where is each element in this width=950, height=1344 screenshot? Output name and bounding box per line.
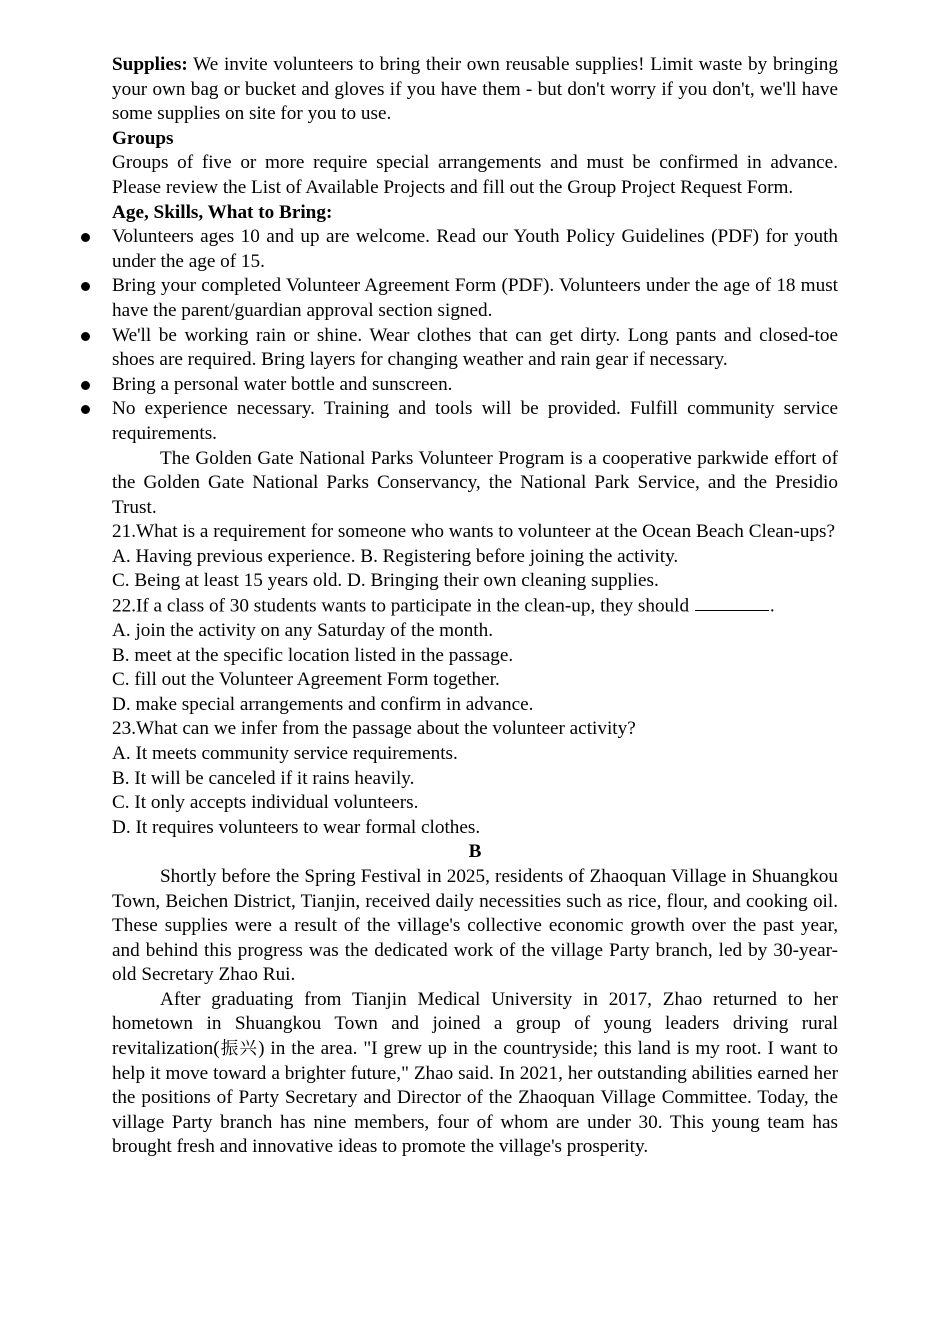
list-item-text: No experience necessary. Training and tools will be provided. Fulfill community service requirements.	[112, 398, 838, 444]
list-item	[112, 373, 838, 398]
question-22-option-c[interactable]: C. fill out the Volunteer Agreement Form together.	[112, 669, 500, 691]
question-23-option-d[interactable]: D. It requires volunteers to wear formal clothes.	[112, 816, 481, 838]
answer-blank[interactable]	[695, 594, 769, 611]
question-21-option-ab[interactable]: A. Having previous experience. B. Registering before joining the activity.	[112, 545, 679, 567]
list-item	[112, 225, 838, 274]
question-21-stem: 21.What is a requirement for someone who wants to volunteer at the Ocean Beach Clean-ups?	[112, 521, 836, 543]
supplies-label: Supplies:	[112, 54, 188, 75]
bullet-icon	[81, 381, 90, 390]
bullet-icon	[81, 332, 90, 341]
question-23-stem: 23.What can we infer from the passage about the volunteer activity?	[112, 718, 636, 740]
chinese-gloss: 振兴	[219, 1039, 259, 1060]
question-22-option-a[interactable]: A. join the activity on any Saturday of the month.	[112, 619, 494, 641]
closing-paragraph: The Golden Gate National Parks Volunteer Program is a cooperative parkwide effort of the Golden Gate National Parks Conservancy, the National Park Service, and the Presidio Trust.	[112, 447, 838, 518]
question-23-option-c[interactable]: C. It only accepts individual volunteers.	[112, 792, 419, 814]
bullet-icon	[81, 405, 90, 414]
age-skills-heading: Age, Skills, What to Bring:	[112, 201, 333, 223]
list-item-text: Bring a personal water bottle and sunscreen.	[112, 373, 453, 395]
section-b-paragraph-2-part1: After graduating from Tianjin Medical University in 2017, Zhao returned to her hometown in Shuangkou Town and joined a group of young leaders driving rural revitalization(	[112, 988, 838, 1060]
list-item	[112, 324, 838, 373]
section-b-paragraph-2-part2: ) in the area. "I grew up in the countryside; this land is my root. I want to help it move toward a brighter future," Zhao said. In 2021, her outstanding abilities earned her the positions of Party Secretary and Director of the Zhaoquan Village Committee. Today, the village Party branch has nine members, four of whom are under 30. This young team has brought fresh and innovative ideas to promote the village's prosperity.	[112, 1038, 838, 1158]
question-22-option-d[interactable]: D. make special arrangements and confirm in advance.	[112, 693, 534, 715]
groups-paragraph: Groups of five or more require special arrangements and must be confirmed in advance. Please review the List of Available Projects and fill out the Group Project Request Form.	[112, 152, 838, 198]
list-item-text: Volunteers ages 10 and up are welcome. Read our Youth Policy Guidelines (PDF) for youth under the age of 15.	[112, 226, 838, 272]
groups-heading: Groups	[112, 127, 174, 149]
supplies-paragraph	[112, 53, 838, 127]
list-item	[112, 274, 838, 323]
question-21-option-cd[interactable]: C. Being at least 15 years old. D. Bringing their own cleaning supplies.	[112, 570, 659, 592]
question-23-option-a[interactable]: A. It meets community service requirements.	[112, 742, 458, 764]
section-b-label: B	[468, 841, 482, 863]
age-skills-bullet-list	[112, 225, 838, 446]
question-23-option-b[interactable]: B. It will be canceled if it rains heavily.	[112, 767, 415, 789]
question-22-stem-before: 22.If a class of 30 students wants to participate in the clean-up, they should	[112, 595, 694, 617]
supplies-text: We invite volunteers to bring their own reusable supplies! Limit waste by bringing your own bag or bucket and gloves if you have them - but don't worry if you don't, we'll have some supplies on site for you to use.	[112, 54, 838, 125]
section-b-paragraph-2	[112, 988, 838, 1160]
section-b-paragraph-1: Shortly before the Spring Festival in 2025, residents of Zhaoquan Village in Shuangkou Town, Beichen District, Tianjin, received daily necessities such as rice, flour, and cooking oil. These supplies were a result of the village's collective economic growth over the past year, and behind this progress was the dedicated work of the village Party branch, led by 30-year-old Secretary Zhao Rui.	[112, 865, 838, 986]
bullet-icon	[81, 233, 90, 242]
list-item-text: We'll be working rain or shine. Wear clothes that can get dirty. Long pants and closed-toe shoes are required. Bring layers for changing weather and rain gear if necessary.	[112, 324, 838, 371]
question-22-stem-after: .	[769, 595, 775, 617]
question-22-stem	[112, 594, 838, 619]
bullet-icon	[81, 282, 90, 291]
question-22-option-b[interactable]: B. meet at the specific location listed in the passage.	[112, 644, 514, 666]
list-item	[112, 397, 838, 446]
list-item-text: Bring your completed Volunteer Agreement Form (PDF). Volunteers under the age of 18 must have the parent/guardian approval section signed.	[112, 275, 838, 321]
page-content	[112, 53, 838, 1160]
